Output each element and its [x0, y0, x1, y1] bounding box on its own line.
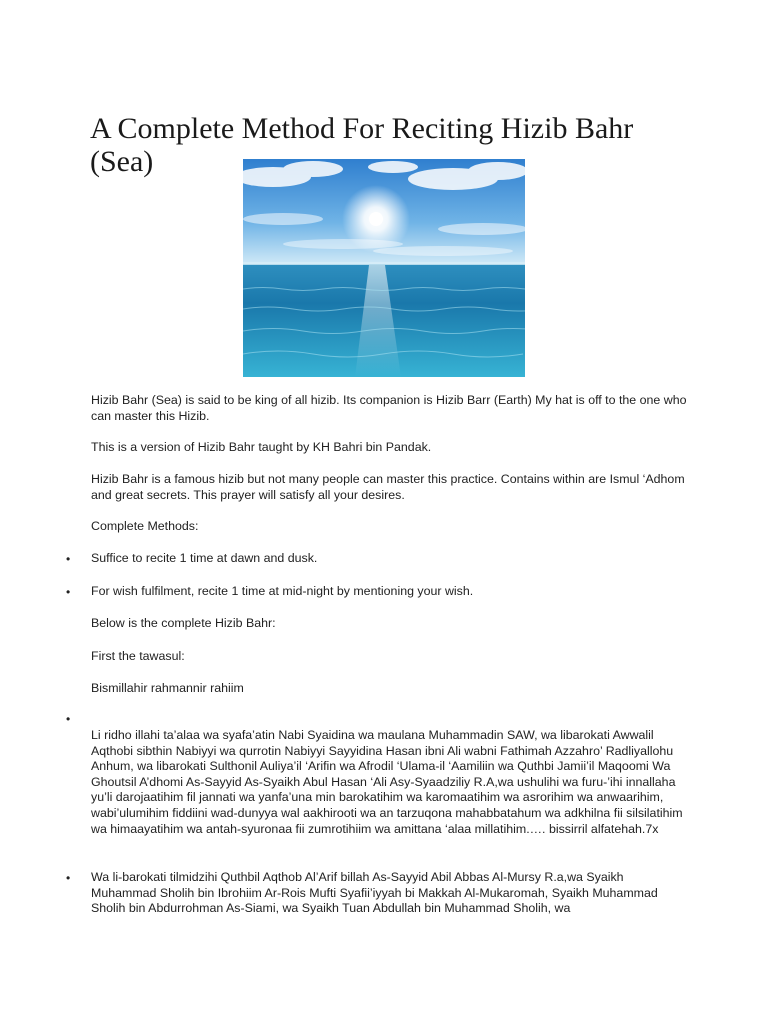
methods-heading: Complete Methods:	[91, 519, 199, 533]
bismillah-paragraph: Bismillahir rahmannir rahiim	[91, 681, 244, 695]
bullet-icon: •	[66, 585, 71, 599]
sea-horizon-icon	[243, 159, 525, 377]
version-paragraph: This is a version of Hizib Bahr taught by KH Bahri bin Pandak.	[91, 440, 432, 454]
tawasul-item: Wa li-barokati tilmidzihi Quthbil Aqthob Al’Arif billah As-Sayyid Abil Abbas Al-Mursy R.a,wa Syaikh Muhammad Sholih bin Ibrohiim Ar-Rois Mufti Syafii’iyyah bi Makkah Al-Mukaromah, Syaikh Muhammad Sholih bin Abdurrohman As-Siami, wa Syaikh Tuan Abdullah bin Muhammad Sholih, wa	[91, 870, 658, 916]
bullet-icon: •	[66, 712, 71, 726]
sea-horizon-image	[243, 159, 525, 377]
first-paragraph: First the tawasul:	[91, 649, 185, 663]
method-item: For wish fulfilment, recite 1 time at mid-night by mentioning your wish.	[91, 584, 474, 598]
intro-paragraph: Hizib Bahr (Sea) is said to be king of all hizib. Its companion is Hizib Barr (Earth) My hat is off to the one who can master this Hizib.	[91, 393, 687, 423]
below-paragraph: Below is the complete Hizib Bahr:	[91, 616, 276, 630]
bullet-icon: •	[66, 552, 71, 566]
tawasul-paragraph: Li ridho illahi ta’alaa wa syafa’atin Nabi Syaidina wa maulana Muhammadin SAW, wa libarokati Awwalil Aqthobi sibthin Nabiyyi wa qurrotin Nabiyyi Sayyidina Hasan ibni Ali wabni Fathimah Azzahro’ Radliyallohu Anhum, wa libarokati Sulthonil Auliya’il ‘Arifin wa Afrodil ‘Ulama-il ‘Aamiliin wa Quthbi Jamii’il Maqoomi Wa Ghoutsil A’dhomi As-Sayyid As-Syaikh Abul Hasan ‘Ali Asy-Syaadziliy R.A,wa ushulihi wa furu-’ihi innallaha yu’li darojaatihim fil jannati wa yanfa’una min barokatihim wa karomaatihim wa asrorihim wa anwaarihim, wabi’ulumihim fiddiini wad-dunyya wal aakhirooti wa an tarzuqona mahabbatahum wa adkhilna fii silsilatihim wa himaayatihim wa antah-syuronaa fii zumrotihiim wa amittana ‘alaa millatihim.…. bissirril alfatehah.7x	[91, 728, 683, 836]
method-item: Suffice to recite 1 time at dawn and dusk.	[91, 551, 318, 565]
bullet-icon: •	[66, 871, 71, 885]
page-title: A Complete Method For Reciting Hizib Bahr (Sea)	[90, 112, 634, 179]
famous-paragraph: Hizib Bahr is a famous hizib but not many people can master this practice. Contains within are Ismul ‘Adhom and great secrets. This prayer will satisfy all your desires.	[91, 472, 685, 502]
